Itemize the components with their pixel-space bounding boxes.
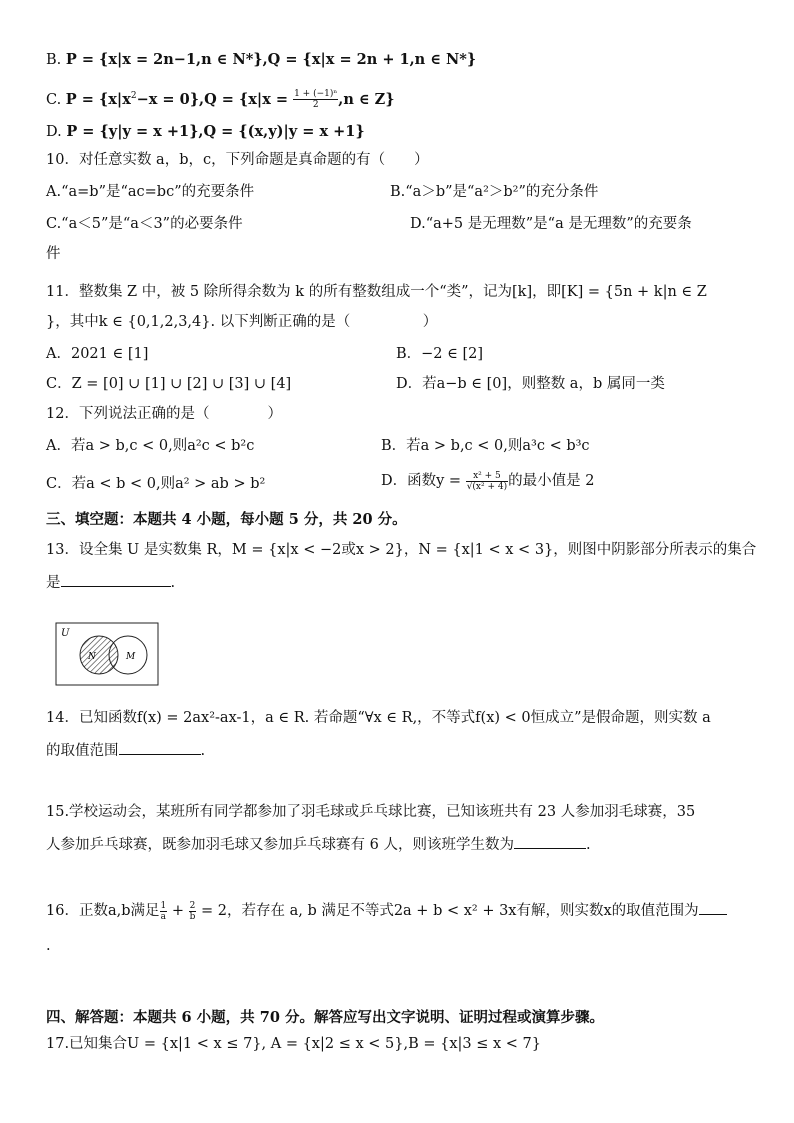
q10-option-d-cont: 件 [46,246,61,262]
q15-text: 人参加乒乓球赛，既参加羽毛球又参加乒乓球赛有 6 人，则该班学生数为 [46,837,514,853]
answer-blank[interactable] [514,832,586,849]
option-label: C. [46,91,62,108]
q9-c-sup: 2 [130,91,137,101]
q12-stem: 12．下列说法正确的是（ ） [46,406,282,422]
q12-d-fraction [466,471,508,492]
q11-option-d: D．若a−b ∈ [0]，则整数 a，b 属同一类 [396,376,665,392]
q12-option-b: B．若a > b,c < 0,则a³c < b³c [381,438,590,454]
q11-option-c: C．Z = [0] ∪ [1] ∪ [2] ∪ [3] ∪ [4] [46,376,292,392]
q10-stem: 10．对任意实数 a，b，c，下列命题是真命题的有（ ） [46,152,429,168]
q13-line1: 13．设全集 U 是实数集 R，M = {x|x < −2或x > 2}，N = {x|1 < x < 3}，则图中阴影部分所表示的集合 [46,542,757,558]
q9-c-math-c: ,n ∈ Z} [338,90,395,108]
q9-option-b-math: P = {x|x = 2n−1,n ∈ N*},Q = {x|x = 2n + 1,n ∈ N*} [65,51,477,68]
q9-option-d-math: P = {y|y = x +1},Q = {(x,y)|y = x +1} [66,123,365,140]
q9-option-b [46,50,476,70]
q10-option-c: C.“a＜5”是“a＜3”的必要条件 [46,216,243,232]
fraction-denominator: √(x² + 4) [466,481,508,492]
q12-d-text-b: 的最小值是 2 [508,473,595,489]
q11-option-a: A．2021 ∈ [1] [46,346,149,362]
venn-diagram [55,622,159,686]
q10-option-d: D.“a+5 是无理数”是“a 是无理数”的充要条 [410,216,692,232]
fraction-denominator: b [189,911,196,922]
q17-stem: 17.已知集合U = {x|1 < x ≤ 7}, A = {x|2 ≤ x < 5},B = {x|3 ≤ x < 7} [46,1036,541,1052]
venn-label-u: U [61,628,70,639]
q16-text-a: 16．正数a,b满足 [46,903,160,919]
q14-line2 [46,738,205,761]
q15-line1: 15.学校运动会，某班所有同学都参加了羽毛球或乒乓球比赛，已知该班共有 23 人参加羽毛球赛，35 [46,804,696,820]
q12-option-a: A．若a > b,c < 0,则a²c < b²c [46,438,255,454]
section-four-heading: 四、解答题：本题共 6 小题，共 70 分。解答应写出文字说明、证明过程或演算步骤。 [46,1009,604,1026]
q14-text: 的取值范围 [46,743,119,759]
set-n-circle [80,636,118,674]
venn-label-n: N [88,652,96,662]
q11-stem-cont: }，其中k ∈ {0,1,2,3,4}. 以下判断正确的是（ ） [46,314,438,330]
q9-c-math-b: −x = 0},Q = {x|x = [136,90,294,108]
answer-blank[interactable] [699,898,727,915]
q15-end: . [585,837,591,853]
q14-end: . [200,743,206,759]
q12-d-text-a: D．函数y = [381,473,466,489]
q13-line2 [46,570,175,593]
q10-option-b: B.“a＞b”是“a²＞b²”的充分条件 [390,184,599,200]
answer-blank[interactable] [119,738,201,755]
answer-blank[interactable] [61,570,171,587]
venn-label-m: M [126,652,136,662]
fraction-denominator: 2 [312,100,319,111]
fraction-denominator: a [160,911,167,922]
q9-c-math-a: P = {x|x [65,90,131,108]
q11-stem: 11．整数集 Z 中，被 5 除所得余数为 k 的所有整数组成一个“类”，记为[k]，即[K] = {5n + k|n ∈ Z [46,284,707,300]
option-label: D. [46,124,62,140]
q9-option-c [46,86,395,110]
section-three-heading: 三、填空题：本题共 4 小题，每小题 5 分，共 20 分。 [46,511,407,528]
option-label: B. [46,52,62,68]
fraction-numerator: 1 + (−1)ⁿ [294,89,338,100]
q12-option-c: C．若a < b < 0,则a² > ab > b² [46,476,266,492]
q16-text-b: = 2，若存在 a, b 满足不等式2a + b < x² + 3x有解，则实数x的取值范围为 [196,903,699,919]
q16-line1 [46,896,727,926]
q9-c-fraction [293,89,338,110]
q12-option-d [381,466,594,496]
q16-line2: . [46,938,51,954]
q14-line1: 14．已知函数f(x) = 2ax²-ax-1，a ∈ R. 若命题“∀x ∈ R,，不等式f(x) < 0恒成立”是假命题，则实数 a [46,710,711,726]
q13-text: 是 [46,575,61,591]
q11-option-b: B．−2 ∈ [2] [396,346,484,362]
q10-option-a: A.“a=b”是“ac=bc”的充要条件 [46,184,255,200]
fraction-numerator: 2 [189,900,196,911]
q16-plus: + [167,903,189,919]
q13-end: . [170,575,176,591]
q15-line2 [46,832,591,855]
fraction-numerator: 1 [160,900,167,911]
fraction-numerator: x² + 5 [466,471,508,482]
q9-option-d [46,122,365,142]
